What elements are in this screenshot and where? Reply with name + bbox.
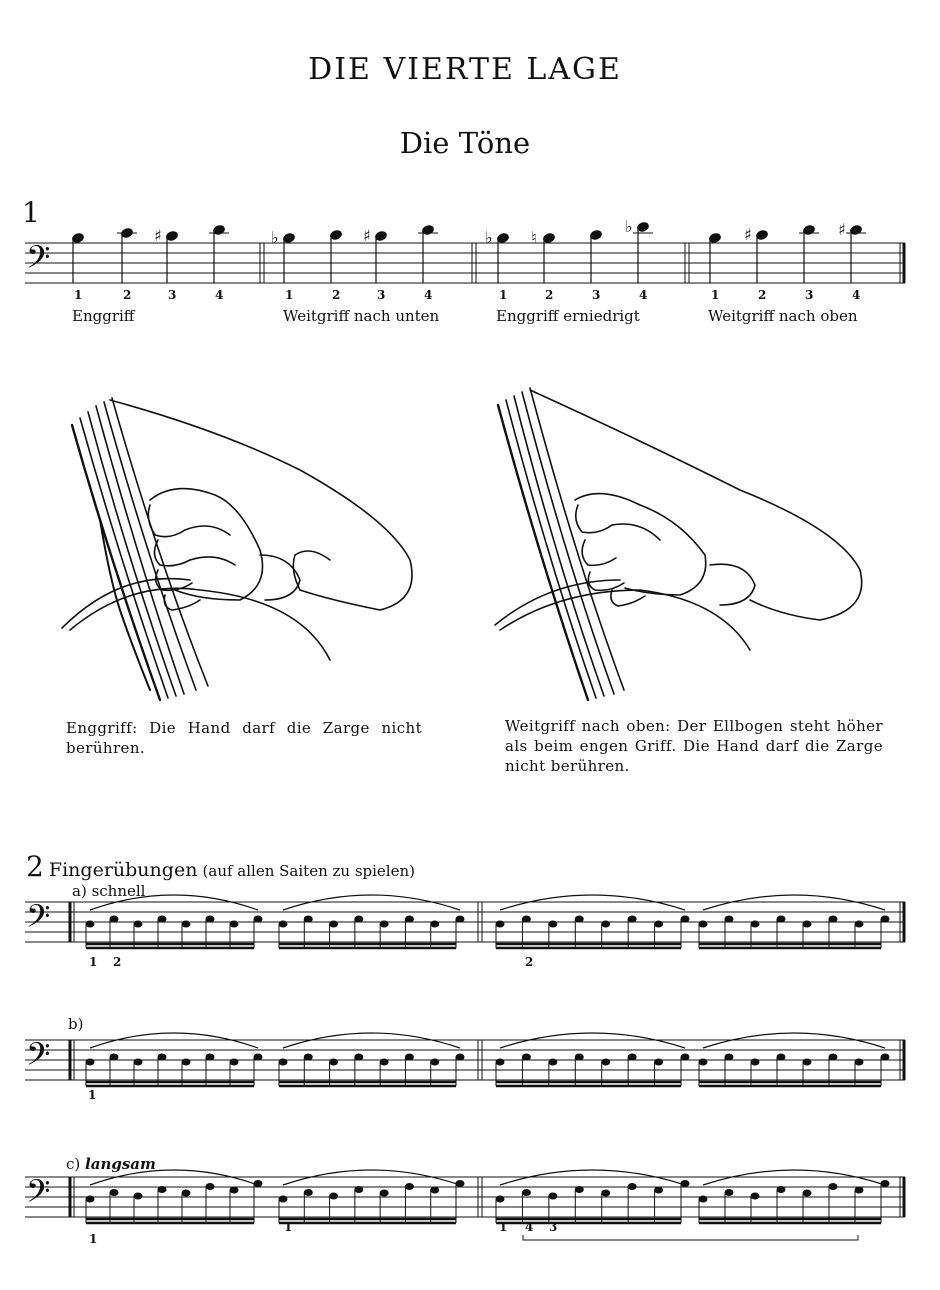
note-head bbox=[777, 916, 786, 923]
section-2-title: Fingerübungen bbox=[48, 859, 198, 881]
accidental: ♯ bbox=[744, 225, 752, 244]
accidental: ♮ bbox=[531, 228, 537, 247]
exercise-c-finger-right-3: 3 bbox=[549, 1220, 558, 1234]
exercise-a-label bbox=[72, 882, 145, 900]
note-head bbox=[496, 921, 505, 928]
exercise-a-tempo: schnell bbox=[91, 882, 146, 900]
note-head bbox=[654, 1059, 663, 1066]
section-2-subtitle: (auf allen Saiten zu spielen) bbox=[202, 862, 415, 880]
note-head bbox=[855, 1187, 864, 1194]
finger-number: 4 bbox=[424, 288, 433, 302]
note-head bbox=[829, 1183, 838, 1190]
note-head bbox=[496, 1196, 505, 1203]
finger-number: 1 bbox=[74, 288, 83, 302]
finger-number: 1 bbox=[499, 288, 508, 302]
note-head bbox=[829, 1054, 838, 1061]
bass-clef: 𝄢 bbox=[26, 1173, 51, 1217]
note-head bbox=[829, 916, 838, 923]
group-label-enggriff: Enggriff bbox=[72, 307, 135, 325]
note-head bbox=[405, 1183, 414, 1190]
section-2-number: 2 bbox=[26, 850, 44, 883]
note-head bbox=[699, 1059, 708, 1066]
exercise-a-finger-1: 1 bbox=[89, 955, 98, 969]
finger-number: 4 bbox=[639, 288, 648, 302]
accidental: ♯ bbox=[154, 226, 162, 245]
note-head bbox=[855, 921, 864, 928]
note-head bbox=[699, 1196, 708, 1203]
finger-number: 3 bbox=[592, 288, 601, 302]
caption-enggriff: Enggriff: Die Hand darf die Zarge nicht berühren. bbox=[66, 719, 422, 757]
finger-number: 3 bbox=[168, 288, 177, 302]
note-head bbox=[681, 1054, 690, 1061]
note-head bbox=[254, 1054, 263, 1061]
note-head bbox=[575, 916, 584, 923]
section-2-header bbox=[26, 850, 415, 883]
note-head bbox=[86, 1059, 95, 1066]
note-head bbox=[548, 1193, 557, 1200]
note-head bbox=[279, 1196, 288, 1203]
note-head bbox=[230, 1187, 239, 1194]
note-head bbox=[777, 1054, 786, 1061]
exercise-c-label bbox=[66, 1155, 156, 1173]
note-head bbox=[380, 1059, 389, 1066]
bass-clef: 𝄢 bbox=[26, 1036, 51, 1080]
note-head bbox=[430, 921, 439, 928]
bass-clef-1: 𝄢 bbox=[26, 239, 51, 283]
note-head bbox=[628, 1183, 637, 1190]
note-head bbox=[254, 916, 263, 923]
note-head bbox=[456, 916, 465, 923]
finger-number: 2 bbox=[545, 288, 554, 302]
note-head bbox=[681, 916, 690, 923]
note-head bbox=[456, 1054, 465, 1061]
exercise-a-finger-2: 2 bbox=[113, 955, 122, 969]
note-head bbox=[725, 916, 734, 923]
note-head bbox=[496, 1059, 505, 1066]
note-head bbox=[430, 1187, 439, 1194]
note-head bbox=[329, 1193, 338, 1200]
note-head bbox=[134, 1193, 143, 1200]
finger-number: 2 bbox=[758, 288, 767, 302]
note-head bbox=[628, 1054, 637, 1061]
finger-number: 1 bbox=[285, 288, 294, 302]
section-1-number: 1 bbox=[22, 196, 40, 229]
accidental: ♭ bbox=[485, 228, 493, 247]
note-head bbox=[548, 1059, 557, 1066]
staff-exercise-b bbox=[25, 1040, 905, 1080]
illustration-enggriff bbox=[62, 398, 412, 700]
note-head bbox=[601, 921, 610, 928]
note-head bbox=[777, 1186, 786, 1193]
exercise-c-finger-2: 1 bbox=[284, 1220, 293, 1234]
staff-section-1 bbox=[25, 243, 905, 283]
note-head bbox=[158, 1054, 167, 1061]
note-head bbox=[601, 1059, 610, 1066]
note-head bbox=[380, 921, 389, 928]
exercise-c-finger-1: 1 bbox=[89, 1232, 98, 1246]
note-head bbox=[354, 1186, 363, 1193]
note-head bbox=[110, 916, 119, 923]
note-head bbox=[158, 916, 167, 923]
finger-number: 2 bbox=[123, 288, 132, 302]
note-head bbox=[522, 1054, 531, 1061]
note-head bbox=[855, 1059, 864, 1066]
page-title: DIE VIERTE LAGE bbox=[308, 52, 622, 87]
note-head bbox=[304, 1054, 313, 1061]
note-head bbox=[86, 1196, 95, 1203]
note-head bbox=[803, 1190, 812, 1197]
note-head bbox=[699, 921, 708, 928]
note-head bbox=[654, 1187, 663, 1194]
exercise-c-letter: c) bbox=[66, 1155, 81, 1173]
note-head bbox=[803, 921, 812, 928]
accidental: ♭ bbox=[625, 217, 633, 236]
finger-number: 4 bbox=[852, 288, 861, 302]
note-head bbox=[329, 1059, 338, 1066]
note-head bbox=[182, 921, 191, 928]
caption-weitgriff: Weitgriff nach oben: Der Ellbogen steht höher als beim engen Griff. Die Hand darf die Zarge nicht berühren. bbox=[505, 717, 883, 775]
note-head bbox=[304, 916, 313, 923]
note-head bbox=[206, 1054, 215, 1061]
note-head bbox=[430, 1059, 439, 1066]
note-head bbox=[575, 1186, 584, 1193]
note-head bbox=[304, 1189, 313, 1196]
exercise-staff-details bbox=[26, 895, 904, 1240]
fingering-bracket bbox=[523, 1235, 858, 1240]
note-head bbox=[279, 921, 288, 928]
bass-clef: 𝄢 bbox=[26, 898, 51, 942]
note-head bbox=[182, 1059, 191, 1066]
note-head bbox=[751, 921, 760, 928]
note-head bbox=[522, 1189, 531, 1196]
note-head bbox=[575, 1054, 584, 1061]
exercise-b-label: b) bbox=[68, 1015, 84, 1033]
finger-number: 4 bbox=[215, 288, 224, 302]
note-head bbox=[405, 1054, 414, 1061]
note-head bbox=[751, 1193, 760, 1200]
group-label-enggriff-erniedrigt: Enggriff erniedrigt bbox=[496, 307, 640, 325]
note-head bbox=[182, 1190, 191, 1197]
staff-exercise-c bbox=[25, 1177, 905, 1217]
note-head bbox=[134, 921, 143, 928]
note-head bbox=[279, 1059, 288, 1066]
note-head bbox=[206, 1183, 215, 1190]
note-head bbox=[548, 921, 557, 928]
accidental: ♭ bbox=[271, 228, 279, 247]
exercise-c-tempo: langsam bbox=[85, 1155, 156, 1173]
accidental: ♯ bbox=[838, 220, 846, 239]
group-label-weitgriff-oben: Weitgriff nach oben bbox=[708, 307, 858, 325]
note-head bbox=[206, 916, 215, 923]
note-head bbox=[354, 1054, 363, 1061]
note-head bbox=[86, 921, 95, 928]
note-head bbox=[329, 921, 338, 928]
note-head bbox=[230, 1059, 239, 1066]
exercise-a-letter: a) bbox=[72, 882, 87, 900]
note-head bbox=[654, 921, 663, 928]
finger-number: 3 bbox=[377, 288, 386, 302]
note-head bbox=[881, 916, 890, 923]
note-head bbox=[601, 1190, 610, 1197]
note-head bbox=[380, 1190, 389, 1197]
note-head bbox=[803, 1059, 812, 1066]
note-head bbox=[628, 916, 637, 923]
note-head bbox=[405, 916, 414, 923]
section-title: Die Töne bbox=[399, 126, 531, 160]
note-head bbox=[110, 1189, 119, 1196]
note-head bbox=[751, 1059, 760, 1066]
group-label-weitgriff-unten: Weitgriff nach unten bbox=[283, 307, 440, 325]
note-head bbox=[725, 1054, 734, 1061]
illustration-weitgriff bbox=[495, 388, 862, 700]
note-head bbox=[158, 1186, 167, 1193]
exercise-c-finger-right-1: 1 bbox=[499, 1220, 508, 1234]
note-head bbox=[881, 1054, 890, 1061]
note-head bbox=[110, 1054, 119, 1061]
note-head bbox=[725, 1189, 734, 1196]
exercise-c-finger-right-4: 4 bbox=[525, 1220, 534, 1234]
finger-number: 1 bbox=[711, 288, 720, 302]
finger-number: 2 bbox=[332, 288, 341, 302]
note-head bbox=[522, 916, 531, 923]
exercise-b-finger-1: 1 bbox=[88, 1088, 97, 1102]
note-head bbox=[230, 921, 239, 928]
staff-exercise-a bbox=[25, 902, 905, 942]
note-head bbox=[354, 916, 363, 923]
exercise-a-finger-right: 2 bbox=[525, 955, 534, 969]
accidental: ♯ bbox=[363, 226, 371, 245]
note-head bbox=[134, 1059, 143, 1066]
finger-number: 3 bbox=[805, 288, 814, 302]
